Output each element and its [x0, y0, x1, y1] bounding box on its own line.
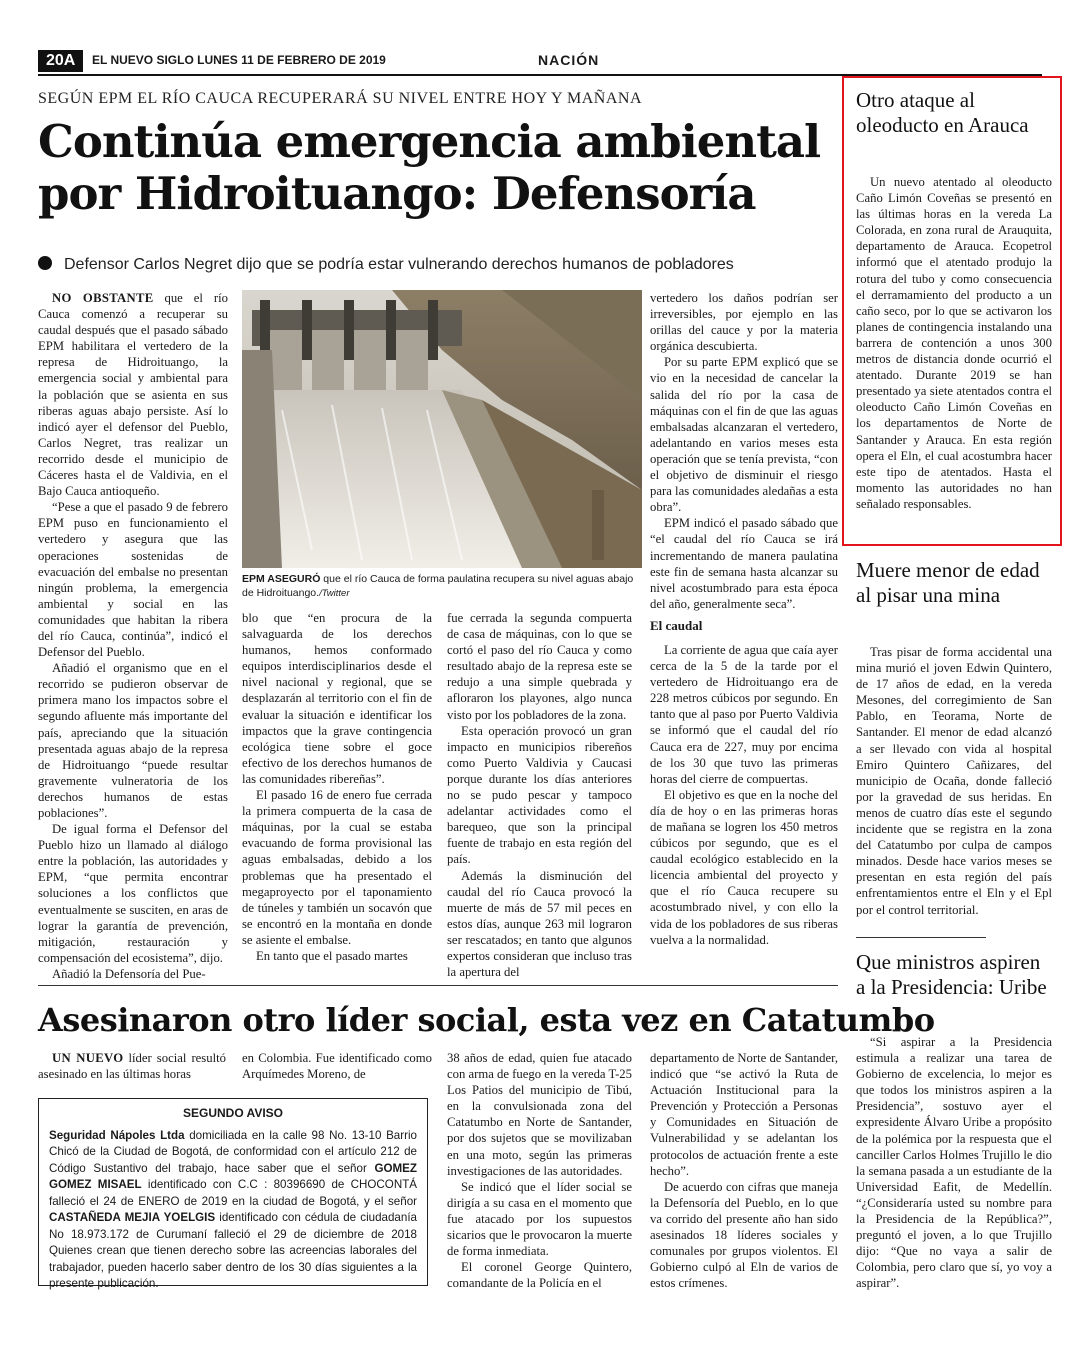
lead-words: UN NUEVO — [52, 1051, 124, 1065]
kicker: SEGÚN EPM EL RÍO CAUCA RECUPERARÁ SU NIVEL ENTRE HOY Y MAÑANA — [38, 90, 642, 107]
sidebar-text-2: Tras pisar de forma accidental una mina murió el joven Edwin Quintero, de 17 años de edad, en la vereda Mesones, del corregimiento de San Pablo, en Teorama, Norte de Santander. El menor de edad alcanzó a ser llevado con vida al hospital Emiro Quintero Cañizares, del municipio de Ocaña, donde falleció por la gravedad de sus heridas. En menos de cuatro días este el segundo incidente que se registra en la zona del Catatumbo por culpa de campos minados. Desde hace varios meses se presentan en esta región del país enfrentamientos entre el Eln y el Epl por el control territorial. — [856, 645, 1052, 917]
paragraph: EPM indicó el pasado sábado que “el caudal del río Cauca se irá incrementando de manera paulatina este fin de semana hasta alcanzar su nivel acostumbrado para esta época del año, generalmente seca”. — [650, 516, 838, 611]
paragraph: UN NUEVO líder social resultó asesinado en las últimas horas — [38, 1051, 226, 1082]
sidebar-text-3: “Si aspirar a la Presidencia estimula a realizar una tarea de Gobierno de excelencia, lo mejor es que todos los ministros aspiren a la Presidencia”, sostuvo ayer el expresidente Álvaro Uribe a propósito de la polémica por la respuesta que el canciller Carlos Holmes Trujillo le dio la semana pasada a un estudiante de la Universidad Eafit, de Medellín. “¿Consideraría usted su nombre para la Presidencia de la República?”, preguntó el joven, a lo que Trujillo dijo: “Que no vaya a salir de Colombia, pero claro que sí, yo voy a aspirar”. — [856, 1035, 1052, 1291]
bullet-icon — [38, 256, 52, 270]
photo-caption — [242, 572, 642, 601]
paragraph: Además la disminución del caudal del río Cauca provocó la muerte de más de 57 mil peces en estos días, aunque 263 mil lograron ser rescatados; en tanto que algunos expertos consideran que incluso tras la apertura del — [447, 868, 632, 980]
paragraph: “Pese a que el pasado 9 de febrero EPM puso en funcionamiento el vertedero y asegura que las operaciones sostenidas de evacuación del embalse no presentan ningún problema, la emergencia ambiental y social en las comunidades que habitan la ribera del río Cauca, continúa”, indicó el Defensor del Pueblo. — [38, 500, 228, 660]
dam-photo-illustration — [242, 290, 642, 568]
paragraph: fue cerrada la segunda compuerta de casa de máquinas, con lo que se cortó el paso del río Cauca y como resultado abajo de la represa este se redujo a una simple quebrada y afloraron los playones, algo nunca visto por los pobladores de la zona. — [447, 611, 632, 722]
sidebar-title-2: Muere menor de edad al pisar una mina — [856, 558, 1040, 607]
caption-credit: /Twitter — [319, 588, 350, 599]
main-headline: Continúa emergencia ambiental por Hidroituango: Defensoría — [38, 115, 821, 220]
paragraph: en Colombia. Fue identificado como Arquímedes Moreno, de — [242, 1051, 432, 1082]
paragraph: De igual forma el Defensor del Pueblo hizo un llamado al diálogo entre la población, las autoridades y EPM, “que permita encontrar soluciones a los conflictos que eventualmente se susciten, en aras de lograr la garantía de prevención, mitigación, restauración y compensación del ecosistema”, dijo. — [38, 822, 228, 965]
paragraph: De acuerdo con cifras que maneja la Defensoría del Pueblo, en lo que va corrido del presente año han sido asesinados 18 líderes sociales y comunales por grupos violentos. El Gobierno culpó al Eln de varios de estos crímenes. — [650, 1179, 838, 1291]
sidebar-title-3: Que ministros aspiren a la Presidencia: Uribe — [856, 950, 1047, 999]
paragraph: blo que “en procura de la salvaguarda de los derechos humanos, hemos conformado equipos interdisciplinarios desde el nivel nacional y regional, que se desplazarán al territorio con el fin de evaluar la situación e identificar los impactos que la grave contingencia ecológica tiene sobre el goce efectivo de los derechos humanos de las comunidades ribereñas”. — [242, 611, 432, 786]
paragraph: Se indicó que el líder social se dirigía a su casa en el momento que fue atacado por los supuestos sicarios que le provocaron la muerte de forma inmediata. — [447, 1179, 632, 1259]
paragraph: departamento de Norte de Santander, indicó que “se activó la Ruta de Actuación Institucional para la Prevención y Protección a Personas y Comunidades en Situación de Vulnerabilidad y se adelantan los protocolos de actuación frente a este hecho”. — [650, 1051, 838, 1178]
lead-words: NO OBSTANTE — [52, 291, 154, 305]
page-header — [38, 50, 1042, 76]
paragraph: La corriente de agua que caía ayer cerca de la 5 de la tarde por el vertedero de Hidroituango era de 228 metros cúbicos por segundo. En tanto que al paso por Puerto Valdivia se informó que el caudal del río Cauca era de 227, muy por encima de los 30 que tuvo las primeras horas del cierre de compuertas. — [650, 642, 838, 786]
dam-photo — [242, 290, 642, 568]
page-number: 20A — [38, 50, 83, 72]
paragraph: 38 años de edad, quien fue atacado con arma de fuego en la vereda T-25 Los Patios del municipio de Tibú, en la convulsionada zona del Catatumbo en Norte de Santander, por dos sujetos que se movilizaban en una moto, según las primeras investigaciones de las autoridades. — [447, 1051, 632, 1178]
legal-notice — [38, 1098, 428, 1290]
paragraph: Por su parte EPM explicó que se vio en la necesidad de cancelar la salida del río por la casa de máquinas con el fin de que las aguas embalsadas alcanzaran el vertedero, adelantando en varios meses esta operación que se tenía prevista, “con el objetivo de disminuir el riesgo para las comunidades aledañas a esta obra”. — [650, 355, 838, 515]
subtitle — [38, 256, 838, 274]
paragraph: Añadió la Defensoría del Pue- — [52, 966, 206, 981]
article-divider — [38, 985, 838, 986]
sidebar-title-1: Otro ataque al oleoducto en Arauca — [856, 88, 1029, 137]
paragraph: El objetivo es que en la noche del día de hoy o en las primeras horas de mañana se logren los 450 metros cúbicos por segundo, que es el caudal ecológico establecido en la licencia ambiental del proyecto y que el río Cauca recupere su acostumbrado nivel, y con ello la vida de los pobladores de sus riberas vuelva a la normalidad. — [650, 787, 838, 947]
caption-lead: EPM ASEGURÓ — [242, 573, 321, 585]
second-column-1 — [38, 1050, 226, 1082]
sidebar-text-1: Un nuevo atentado al oleoducto Caño Limón Coveñas se presentó en las últimas horas en la vereda La Colorada, en zona rural de Arauquita, departamento de Arauca. Ecopetrol informó que el atentado produjo la rotura del tubo y como consecuencia el derramamiento del producto a un caño seco, por lo que se activaron los planes de contingencia instalando una barrera de contención a unos 300 metros de distancia donde ocurrió el atentado. Durante 2019 se han presentado ya siete atentados contra el oleoducto Caño Limón Coveñas en los departamentos de Norte de Santander y Arauca. En esta región opera el Eln, el cual acostumbra hacer este tipo de atentados. Hasta el momento las autoridades no han señalado responsables. — [856, 175, 1052, 511]
main-column-4 — [650, 290, 838, 948]
notice-body: Seguridad Nápoles Ltda domiciliada en la calle 98 No. 13-10 Barrio Chicó de la Ciudad de Bogotá, de conformidad con el artículo 212 de Código Sustantivo del trabajo, hace saber que el señor GOMEZ GOMEZ MISAEL identificado con C.C : 80396690 de CHOCONTÁ falleció el 24 de ENERO de 2019 en la ciudad de Bogotá, y el señor CASTAÑEDA MEJIA YOELGIS identificado con cédula de ciudadanía No 18.973.172 de Curumaní falleció el 29 de diciembre de 2018 Quienes crean que tienen derecho sobre las acreencias laborales del trabajador, pueden hacerlo saber dentro de los 30 días siguientes a la presente publicación. — [49, 1128, 418, 1290]
main-column-1 — [38, 290, 228, 982]
paragraph: Añadió el organismo que en el recorrido se pudieron observar de primera mano los impactos sobre el segundo afluente más importante del país, apreciando que la situación presentada aguas abajo de la represa de Hidroituango “puede resultar gravemente vulneratoria de los derechos humanos de estas poblaciones”. — [38, 661, 228, 820]
second-column-3 — [447, 1050, 632, 1291]
paragraph: vertedero los daños podrían ser irreversibles, por ejemplo en las orillas del cauce y por la materia orgánica descubierta. — [650, 291, 838, 354]
second-column-4 — [650, 1050, 838, 1291]
paragraph: En tanto que el pasado martes — [256, 948, 408, 963]
folio-line: EL NUEVO SIGLO LUNES 11 DE FEBRERO DE 2019 — [92, 53, 386, 67]
second-column-2 — [242, 1050, 432, 1082]
paragraph: El coronel George Quintero, comandante de la Policía en el — [447, 1260, 632, 1291]
subhead: El caudal — [650, 617, 703, 633]
section-name: NACIÓN — [538, 52, 600, 68]
sidebar-divider — [856, 937, 986, 938]
second-headline: Asesinaron otro líder social, esta vez en Catatumbo — [38, 1001, 935, 1039]
paragraph: NO OBSTANTE que el río Cauca comenzó a recuperar su caudal después que el pasado sábado EPM habilitara el vertedero de la represa de Hidroituango, la emergencia social y ambiental para la población que se asienta en sus riberas aguas abajo persiste. Así lo indicó ayer el defensor del Pueblo, Carlos Negret, tras realizar un recorrido desde el municipio de Cáceres hasta el de Valdivia, en el Bajo Cauca antioqueño. — [38, 291, 228, 499]
caption-text: que el río Cauca de forma paulatina recupera su nivel aguas abajo de Hidroituango. — [242, 573, 634, 599]
main-column-3 — [447, 610, 632, 980]
paragraph: Esta operación provocó un gran impacto en municipios ribereños como Puerto Valdivia y Caucasi porque durante los días anteriores no se pudo pescar y tampoco adelantar actividades como el barequeo, que son la principal fuente de trabajo en esta región del país. — [447, 723, 632, 867]
notice-title: SEGUNDO AVISO — [182, 1106, 283, 1120]
subtitle-text: Defensor Carlos Negret dijo que se podría estar vulnerando derechos humanos de pobladores — [64, 256, 734, 273]
main-column-2 — [242, 610, 432, 964]
paragraph: El pasado 16 de enero fue cerrada la primera compuerta de la casa de máquinas, por la cual se estaba evacuando de forma provisional las aguas embalsadas, debido a los problemas que ha presentado el megaproyecto por el taponamiento de túneles y también un socavón que se encontró en la montaña en donde se asiente el embalse. — [242, 788, 432, 947]
